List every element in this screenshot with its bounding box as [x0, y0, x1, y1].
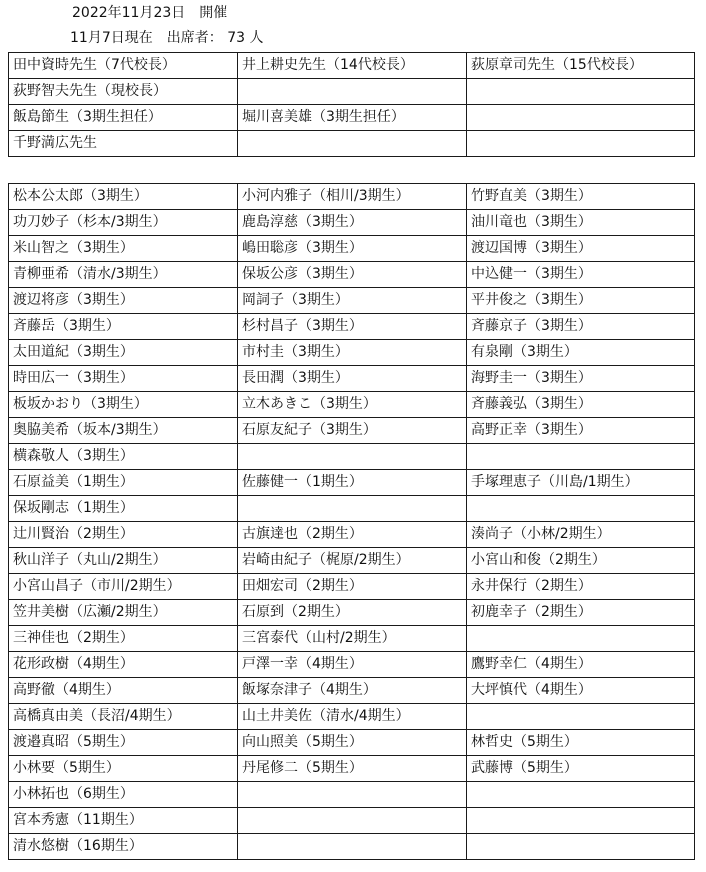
attendee-name-cell: 小河内雅子（相川/3期生） [238, 184, 467, 210]
empty-cell [467, 808, 695, 834]
attendee-name-cell: 花形政樹（4期生） [9, 652, 238, 678]
attendee-name-cell: 立木あきこ（3期生） [238, 392, 467, 418]
alumni-row [9, 392, 695, 418]
attendee-name-cell: 功刀妙子（杉本/3期生） [9, 210, 238, 236]
attendee-name-cell: 清水悠樹（16期生） [9, 834, 238, 860]
attendee-name-cell: 油川竜也（3期生） [467, 210, 695, 236]
attendee-name-cell: 永井保行（2期生） [467, 574, 695, 600]
attendee-name-cell: 高野徹（4期生） [9, 678, 238, 704]
attendee-name-cell: 小林要（5期生） [9, 756, 238, 782]
empty-cell [467, 444, 695, 470]
attendee-name-cell: 丹尾修二（5期生） [238, 756, 467, 782]
attendee-name-cell: 岡詞子（3期生） [238, 288, 467, 314]
attendee-name-cell: 斉藤義弘（3期生） [467, 392, 695, 418]
attendee-name-cell: 石原到（2期生） [238, 600, 467, 626]
attendee-name-cell: 武藤博（5期生） [467, 756, 695, 782]
alumni-row [9, 678, 695, 704]
attendee-name-cell: 田中資時先生（7代校長） [9, 53, 238, 79]
attendee-name-cell: 板坂かおり（3期生） [9, 392, 238, 418]
event-date-line [72, 4, 227, 22]
alumni-row [9, 184, 695, 210]
teacher-row [9, 131, 695, 157]
attendee-name-cell: 渡邉真昭（5期生） [9, 730, 238, 756]
empty-cell [467, 834, 695, 860]
teachers-table [8, 52, 695, 157]
as-of-date: 11月7日現在 [70, 30, 153, 46]
attendee-name-cell: 戸澤一幸（4期生） [238, 652, 467, 678]
attendee-name-cell: 秋山洋子（丸山/2期生） [9, 548, 238, 574]
event-date: 2022年11月23日 [72, 5, 186, 21]
attendee-name-cell: 市村圭（3期生） [238, 340, 467, 366]
attendee-name-cell: 渡辺国博（3期生） [467, 236, 695, 262]
attendee-name-cell: 佐藤健一（1期生） [238, 470, 467, 496]
teacher-row [9, 79, 695, 105]
attendee-name-cell: 小宮山昌子（市川/2期生） [9, 574, 238, 600]
empty-cell [238, 131, 467, 157]
attendance-line [70, 29, 263, 47]
empty-cell [467, 105, 695, 131]
alumni-row [9, 236, 695, 262]
attendee-name-cell: 杉村昌子（3期生） [238, 314, 467, 340]
alumni-row [9, 808, 695, 834]
attendee-name-cell: 高橋真由美（長沼/4期生） [9, 704, 238, 730]
attendee-name-cell: 横森敬人（3期生） [9, 444, 238, 470]
attendee-name-cell: 林哲史（5期生） [467, 730, 695, 756]
attendee-name-cell: 松本公太郎（3期生） [9, 184, 238, 210]
empty-cell [467, 704, 695, 730]
attendee-name-cell: 海野圭一（3期生） [467, 366, 695, 392]
alumni-row [9, 548, 695, 574]
alumni-row [9, 574, 695, 600]
empty-cell [467, 782, 695, 808]
empty-cell [467, 79, 695, 105]
attendee-name-cell: 千野満広先生 [9, 131, 238, 157]
alumni-table [8, 183, 695, 860]
attendee-name-cell: 竹野直美（3期生） [467, 184, 695, 210]
empty-cell [238, 834, 467, 860]
attendee-name-cell: 嶋田聡彦（3期生） [238, 236, 467, 262]
attendee-name-cell: 平井俊之（3期生） [467, 288, 695, 314]
attendee-name-cell: 古旗達也（2期生） [238, 522, 467, 548]
attendee-name-cell: 長田潤（3期生） [238, 366, 467, 392]
empty-cell [467, 626, 695, 652]
alumni-row [9, 522, 695, 548]
alumni-row [9, 600, 695, 626]
event-label: 開催 [199, 5, 228, 21]
attendee-name-cell: 石原益美（1期生） [9, 470, 238, 496]
alumni-row [9, 262, 695, 288]
attendee-name-cell: 小宮山和俊（2期生） [467, 548, 695, 574]
attendee-name-cell: 鷹野幸仁（4期生） [467, 652, 695, 678]
attendee-name-cell: 荻野智夫先生（現校長） [9, 79, 238, 105]
attendee-name-cell: 飯塚奈津子（4期生） [238, 678, 467, 704]
attendee-name-cell: 初鹿幸子（2期生） [467, 600, 695, 626]
alumni-row [9, 782, 695, 808]
attendee-name-cell: 保坂公彦（3期生） [238, 262, 467, 288]
attendee-name-cell: 宮本秀憲（11期生） [9, 808, 238, 834]
attendee-name-cell: 太田道紀（3期生） [9, 340, 238, 366]
alumni-row [9, 444, 695, 470]
attendee-name-cell: 斉藤京子（3期生） [467, 314, 695, 340]
attendee-name-cell: 飯島節生（3期生担任） [9, 105, 238, 131]
alumni-row [9, 366, 695, 392]
empty-cell [467, 496, 695, 522]
alumni-row [9, 652, 695, 678]
teacher-row [9, 53, 695, 79]
attendee-name-cell: 向山照美（5期生） [238, 730, 467, 756]
alumni-row [9, 834, 695, 860]
empty-cell [238, 79, 467, 105]
attendee-name-cell: 三宮泰代（山村/2期生） [238, 626, 467, 652]
attendee-name-cell: 石原友紀子（3期生） [238, 418, 467, 444]
attendee-name-cell: 奥脇美希（坂本/3期生） [9, 418, 238, 444]
attendee-name-cell: 鹿島淳慈（3期生） [238, 210, 467, 236]
attendee-name-cell: 荻原章司先生（15代校長） [467, 53, 695, 79]
teacher-row [9, 105, 695, 131]
attendance-unit: 人 [249, 30, 264, 46]
attendee-name-cell: 堀川喜美雄（3期生担任） [238, 105, 467, 131]
attendee-name-cell: 高野正幸（3期生） [467, 418, 695, 444]
alumni-row [9, 340, 695, 366]
attendee-name-cell: 山土井美佐（清水/4期生） [238, 704, 467, 730]
attendance-label: 出席者： [166, 30, 223, 46]
alumni-row [9, 210, 695, 236]
attendee-name-cell: 手塚理恵子（川島/1期生） [467, 470, 695, 496]
attendee-name-cell: 笠井美樹（広瀬/2期生） [9, 600, 238, 626]
attendee-name-cell: 米山智之（3期生） [9, 236, 238, 262]
attendee-name-cell: 岩崎由紀子（梶原/2期生） [238, 548, 467, 574]
attendee-name-cell: 保坂剛志（1期生） [9, 496, 238, 522]
empty-cell [238, 444, 467, 470]
alumni-row [9, 314, 695, 340]
attendee-name-cell: 辻川賢治（2期生） [9, 522, 238, 548]
alumni-row [9, 470, 695, 496]
attendee-name-cell: 三神佳也（2期生） [9, 626, 238, 652]
attendee-name-cell: 田畑宏司（2期生） [238, 574, 467, 600]
attendee-name-cell: 斉藤岳（3期生） [9, 314, 238, 340]
empty-cell [467, 131, 695, 157]
alumni-row [9, 288, 695, 314]
attendee-name-cell: 井上耕史先生（14代校長） [238, 53, 467, 79]
alumni-row [9, 756, 695, 782]
attendee-name-cell: 大坪慎代（4期生） [467, 678, 695, 704]
alumni-row [9, 626, 695, 652]
empty-cell [238, 808, 467, 834]
alumni-row [9, 730, 695, 756]
empty-cell [238, 782, 467, 808]
attendee-name-cell: 小林拓也（6期生） [9, 782, 238, 808]
alumni-row [9, 496, 695, 522]
alumni-row [9, 418, 695, 444]
attendee-name-cell: 渡辺将彦（3期生） [9, 288, 238, 314]
attendee-name-cell: 時田広一（3期生） [9, 366, 238, 392]
attendance-count: 73 [227, 30, 246, 46]
attendee-name-cell: 中込健一（3期生） [467, 262, 695, 288]
empty-cell [238, 496, 467, 522]
attendee-name-cell: 有泉剛（3期生） [467, 340, 695, 366]
attendee-name-cell: 青柳亜希（清水/3期生） [9, 262, 238, 288]
attendee-name-cell: 湊尚子（小林/2期生） [467, 522, 695, 548]
alumni-row [9, 704, 695, 730]
